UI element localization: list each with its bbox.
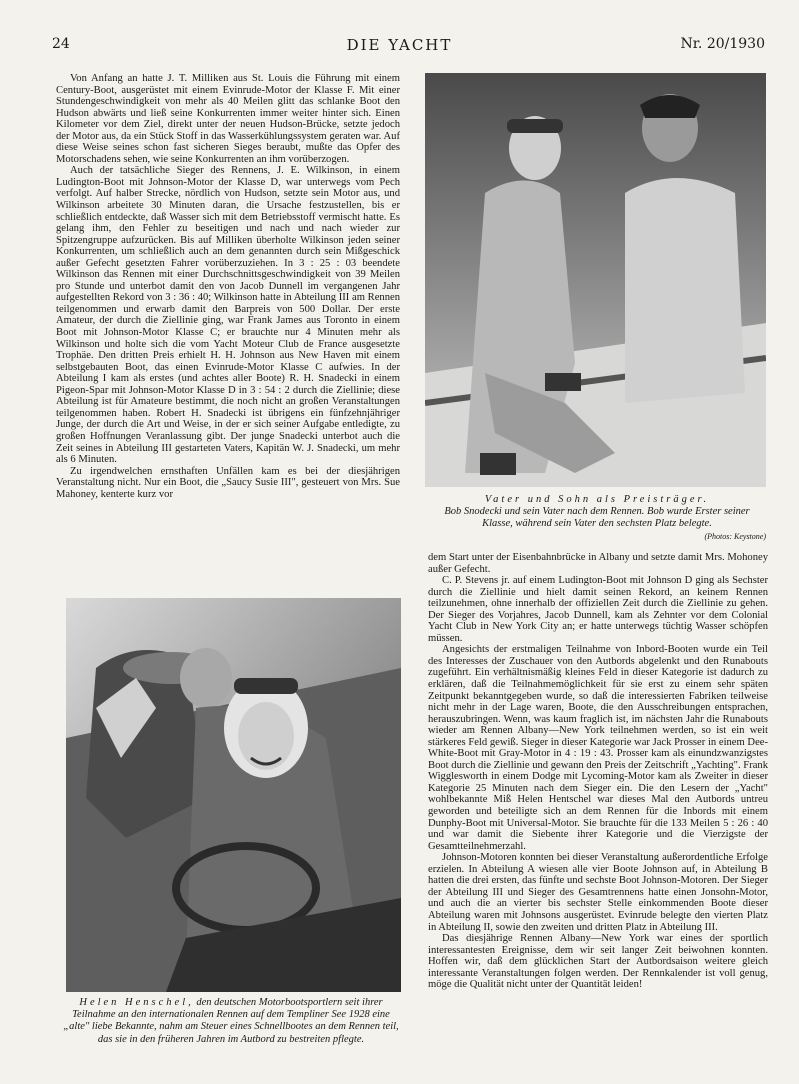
paragraph: Zu irgendwelchen ernsthaften Unfällen kam es bei der diesjährigen Veranstaltung nicht. Nur ein Boot, die „Saucy Susie III", gesteuert von Mrs. Sue Mahoney, kenterte kurz vor: [56, 465, 400, 500]
left-text-column: [56, 73, 400, 593]
photo-helen-henschel: [66, 598, 401, 992]
paragraph: Auch der tatsächliche Sieger des Rennens, J. E. Wilkinson, in einem Ludington-Boot mit Johnson-Motor der Klasse D, war unterwegs vom Pech verfolgt. Auf halber Strecke, nördlich von Hudson, setzte sein Motor aus, und Wilkinson arbeitete 30 Minuten daran, die Ursache festzustellen, bis er schließlich entdeckte, daß Wasser sich mit dem Betriebsstoff vermischt hatte. Es gelang ihm, den Fehler zu beseitigen und nach und nach wieder zur Spitzengruppe aufzurücken. Bis auf Milliken überholte Wilkinson jeden seiner Konkurrenten, um schließlich auch an dem genannten durch sein Mißgeschick außer Gefecht gesetzten Fahrer vorüberzuziehen. In 3 : 25 : 03 beendete Wilkinson das Rennen mit einer Durchschnittsgeschwindigkeit von 39 Meilen pro Stunde und unterbot damit den von Jacob Dunnell im vergangenen Jahr aufgestellten Rekord von 3 : 36 : 40; Wilkinson hatte in Abteilung III am Rennen teilgenommen und erwarb damit den Barpreis von 500 Dollar. Der erste Amateur, der durch die Ziellinie ging, war Frank James aus Toronto in einem Boot mit Johnson-Motor Klasse C; er brauchte nur 4 Minuten mehr als Wilkinson und holte sich die vom Yacht Moteur Club de France ausgesetzte Trophäe. Den dritten Preis erhielt H. H. Johnson aus New Haven mit einem selbstgebauten Boot, das einen Evinrude-Motor Klasse C aufwies. In der Abteilung I kam als erstes (und achtes aller Boote) R. H. Snadecki in einem Pigeon-Spar mit Johnson-Motor Klasse D in 3 : 54 : 2 durch die Ziellinie; diese Abteilung ist für Amateure bestimmt, die noch nicht an großen Veranstaltungen teilgenommen haben. Robert H. Snadecki ist übrigens ein fünfzehnjähriger Junge, der durch die Art und Weise, in der er sich seiner Aufgabe entledigte, zu großen Hoffnungen Veranlassung gibt. Der junge Snadecki unterbot auch die Zeit seines in Abteilung III gestarteten Vaters, Kapitän W. J. Snadecki, um mehr als 6 Minuten.: [56, 165, 400, 466]
photo-caption-right: [428, 494, 766, 543]
caption-title: Vater und Sohn als Preisträger.: [484, 494, 710, 505]
photo-caption-left: [58, 997, 404, 1046]
right-text-column: [428, 552, 768, 1062]
paragraph: Angesichts der erstmaligen Teilnahme von Inbord-Booten wurde ein Teil des Interesses der Zuschauer von den Autbords abgelenkt und den Runabouts zugeführt. Ein verhältnismäßig kleines Feld in dieser Kategorie ist dadurch zu erklären, daß die Teilnahmemöglichkeit für sie erst zu einem sehr späten Zeitpunkt bekanntgegeben wurde, so daß die interessierten Fabriken teilweise nicht mehr in der Lage waren, Boote, die den Ausschreibungen entsprachen, herauszubringen. Wenn, was kaum fraglich ist, im nächsten Jahr die Runabouts wieder am Rennen Albany—New York teilnehmen werden, so ist ein weit stärkeres Feld gewiß. Sieger in dieser Kategorie war Jack Prosser in einem Dee-White-Boot mit Gray-Motor in 4 : 19 : 43. Prosser kam als einundzwanzigstes Boot durch die Ziellinie und gewann den Preis der Zeitschrift „Yachting". Frank Wigglesworth in einem Dodge mit Lycoming-Motor kam als Zweiter in dieser Kategorie 25 Minuten nach dem Sieger ein. Die den Lesern der „Yacht" wohlbekannte Miß Helen Hentschel war dieses Mal den Autbords untreu geworden und beteiligte sich an dem Rennen für die Inbords mit einem Dunphy-Boot mit Universal-Motor. Sie brauchte für die 133 Meilen 5 : 26 : 40 und war damit die Siebente ihrer Kategorie und die Vierzigste der Gesamtteilnehmerzahl.: [428, 644, 768, 852]
photo-father-and-son-image: [425, 73, 766, 487]
paragraph: Johnson-Motoren konnten bei dieser Veranstaltung außerordentliche Erfolge erzielen. In Abteilung A wiesen alle vier Boote Johnson auf, in Abteilung B hatten die drei ersten, das fünfte und sechste Boot Johnson-Motoren. Der Sieger der Abteilung III und Sieger des Gesamtrennens hatte einen Jonsohn-Motor, und auch die an vierter bis sechster Stelle einkommenden Boote dieser Abteilung waren mit Johnsons ausgerüstet. Evinrude belegte den vierten Platz in Abteilung II, sowie den zweiten und dritten Platz in Abteilung III.: [428, 852, 768, 933]
magazine-title: DIE YACHT: [346, 36, 453, 54]
photo-credit: (Photos: Keystone): [704, 531, 766, 541]
photo-helen-henschel-image: [66, 598, 401, 992]
page-header: [0, 36, 799, 56]
issue-number: Nr. 20/1930: [680, 36, 765, 52]
photo-father-and-son: [425, 73, 766, 487]
paragraph: Das diesjährige Rennen Albany—New York war eines der sportlich interessantesten Ereignisse, dem wir seit langer Zeit beiwohnen konnten. Hoffen wir, daß dem glücklichen Start der Autbordsaison weitere gleich interessante Veranstaltungen folgen werden. Der Rennkalender ist voll genug, möge die Qualität nicht unter der Quantität leiden!: [428, 933, 768, 991]
page-number: 24: [52, 36, 70, 52]
caption-body: Bob Snodecki und sein Vater nach dem Rennen. Bob wurde Erster seiner Klasse, während sein Vater den sechsten Platz belegte.: [444, 506, 750, 530]
paragraph: C. P. Stevens jr. auf einem Ludington-Boot mit Johnson D ging als Sechster durch die Ziellinie und hielt damit seinen Rekord, an keinem Rennen teilzunehmen, ohne innerhalb der offiziellen Zeit durch die Ziellinie zu gehen. Der Sieger des Vorjahres, Jacob Dunnell, kam als Zehnter vor dem Colonial Yacht Club in New York City an; er hatte unterwegs tüchtig Wasser schöpfen müssen.: [428, 575, 768, 644]
paragraph: Von Anfang an hatte J. T. Milliken aus St. Louis die Führung mit einem Century-Boot, ausgerüstet mit einem Evinrude-Motor der Klasse F. Mit einer Stundengeschwindigkeit von mehr als 40 Meilen glitt das schlanke Boot den Hudson abwärts und ließ seine Konkurrenten immer weiter hinter sich. Einen Kilometer vor dem Ziel, direkt unter der neuen Hudson-Brücke, setzte jedoch der Motor aus, da ein Stück Stoff in das Wasserkühlungssystem geraten war. Auf diese Weise seines schon fast sicheren Sieges beraubt, mußte das Opfer des Motorschadens sehen, wie seine Konkurrenten an ihm vorüberzogen.: [56, 73, 400, 165]
paragraph: dem Start unter der Eisenbahnbrücke in Albany und setzte damit Mrs. Mohoney außer Gefecht.: [428, 552, 768, 575]
caption-body: den deutschen Motorbootsportlern seit ihrer Teilnahme an den internationalen Rennen auf dem Templiner See 1928 eine „alte" liebe Bekannte, nahm am Steuer eines Schnellbootes an dem Rennen teil, das sie in den früheren Jahren im Autbord zu bestreiten pflegte.: [63, 997, 399, 1045]
caption-title: Helen Henschel,: [79, 997, 194, 1008]
